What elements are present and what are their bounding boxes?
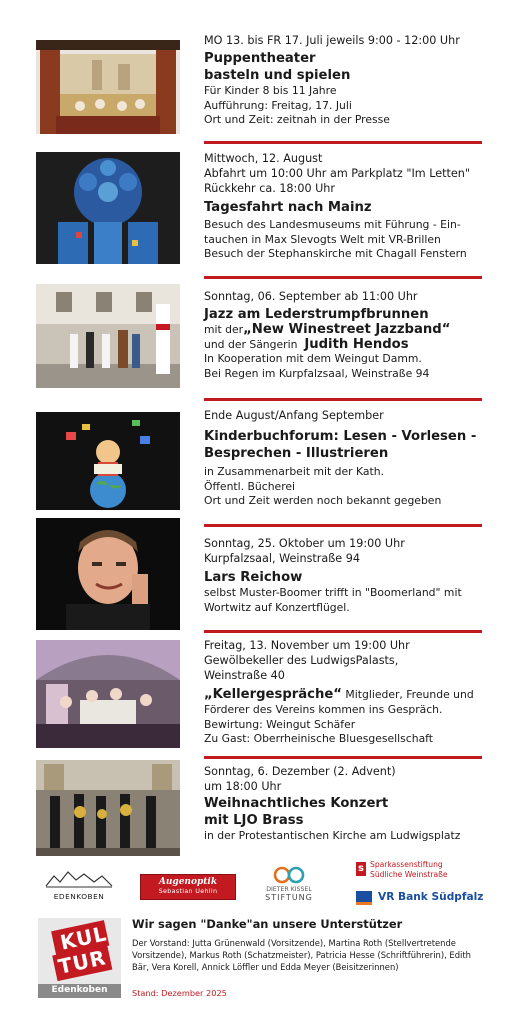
event-keller (204, 638, 494, 747)
dieter-kissel-name: DIETER KISSEL (266, 886, 312, 893)
sparkasse-icon: s (356, 862, 366, 876)
kultur-edenkoben-logo (38, 918, 121, 998)
event-date: Rückkehr ca. 18:00 Uhr (204, 182, 335, 195)
kultur-line1: KUL (58, 921, 110, 955)
event-date: um 18:00 Uhr (204, 780, 282, 793)
event-body: mit der„New Winestreet Jazzband“ und der Sängerin Judith Hendos In Kooperation mit dem Weingut Damm. Bei Regen im Kurpfalzsaal, Weinstraße 94 (204, 322, 451, 380)
augenoptik-name: Augenoptik (158, 877, 218, 887)
dieter-kissel-logo (254, 866, 324, 906)
event-date: Weinstraße 40 (204, 669, 285, 682)
edenkoben-logo (44, 868, 114, 904)
event-date: Kurpfalzsaal, Weinstraße 94 (204, 552, 360, 565)
brass-ensemble-photo (36, 760, 180, 856)
vr-bank-icon (356, 891, 372, 905)
board-members: Der Vorstand: Jutta Grünenwald (Vorsitzende), Martina Roth (Stellvertretende Vorsitzende), Markus Roth (Schatzmeister), Patricia Hesse (Schriftführerin), Edith Bär, Vera Korell, Annick Löffler und Edda Meyer (Beisitzerinnen) (132, 938, 471, 972)
event-mainz (204, 151, 494, 262)
event-date: Sonntag, 06. September ab 11:00 Uhr (204, 290, 418, 303)
event-title: Lars Reichow (204, 570, 303, 585)
event-date: Sonntag, 25. Oktober um 19:00 Uhr (204, 537, 405, 550)
event-body: Für Kinder 8 bis 11 Jahre Aufführung: Freitag, 17. Juli Ort und Zeit: zeitnah in der Presse (204, 84, 390, 127)
event-kinderbuch (204, 408, 494, 509)
event-title: Tagesfahrt nach Mainz (204, 200, 372, 215)
event-body: in Zusammenarbeit mit der Kath. Öffentl. Bücherei Ort und Zeit werden noch bekannt gegeben (204, 465, 442, 508)
event-title: Kinderbuchforum: Lesen - Vorlesen - (204, 429, 477, 444)
divider (204, 630, 482, 633)
kultur-line2: TUR (56, 945, 109, 979)
event-title: Puppentheater (204, 51, 316, 66)
divider (204, 398, 482, 401)
kultur-town: Edenkoben (51, 985, 108, 995)
jazz-band-photo (36, 284, 180, 388)
event-date: Freitag, 13. November um 19:00 Uhr (204, 639, 410, 652)
event-body: selbst Muster-Boomer trifft in "Boomerland" mit Wortwitz auf Konzertflügel. (204, 586, 462, 614)
church-window-photo (36, 152, 180, 264)
event-jazz (204, 289, 494, 381)
event-date: Gewölbekeller des LudwigsPalasts, (204, 654, 399, 667)
divider (204, 276, 482, 279)
edenkoben-text: EDENKOBEN (53, 892, 105, 901)
thanks-section (132, 917, 502, 973)
augenoptik-logo (140, 874, 236, 900)
event-title: basteln und spielen (204, 68, 351, 83)
sparkasse-region: Südliche Weinstraße (370, 870, 448, 879)
vr-bank-name: VR Bank Südpfalz (378, 891, 484, 903)
children-book-illustration (36, 412, 180, 510)
divider (204, 141, 482, 144)
augenoptik-owner: Sebastian Uehlin (158, 887, 218, 895)
puppet-theater-photo (36, 40, 180, 134)
sparkasse-logo (356, 860, 486, 882)
event-title: Besprechen - Illustrieren (204, 446, 389, 461)
event-date: Sonntag, 6. Dezember (2. Advent) (204, 765, 396, 778)
event-puppentheater (204, 33, 494, 128)
event-date: Ende August/Anfang September (204, 409, 384, 422)
vr-bank-logo (356, 890, 496, 908)
event-reichow (204, 536, 494, 615)
event-brass (204, 764, 494, 844)
event-date: Abfahrt um 10:00 Uhr am Parkplatz "Im Letten" (204, 167, 471, 180)
dieter-kissel-stiftung: STIFTUNG (265, 893, 313, 902)
event-date: MO 13. bis FR 17. Juli jeweils 9:00 - 12:00 Uhr (204, 34, 460, 47)
event-body: in der Protestantischen Kirche am Ludwigsplatz (204, 829, 461, 842)
sparkasse-name: Sparkassenstiftung (370, 860, 443, 869)
event-title: „Kellergespräche“ (204, 687, 342, 702)
event-date: Mittwoch, 12. August (204, 152, 323, 165)
status-date: Stand: Dezember 2025 (132, 988, 227, 998)
cellar-talk-photo (36, 640, 180, 748)
event-title: Weihnachtliches Konzert (204, 796, 389, 811)
divider (204, 756, 482, 759)
event-title: mit LJO Brass (204, 813, 304, 828)
event-title: Jazz am Lederstrumpfbrunnen (204, 307, 429, 322)
divider (204, 524, 482, 527)
thanks-title: Wir sagen "Danke"an unsere Unterstützer (132, 917, 403, 931)
event-body: Besuch des Landesmuseums mit Führung - Ein- tauchen in Max Slevogts Welt mit VR-Brillen Besuch der Stephanskirche mit Chagall Fenstern (204, 218, 467, 261)
lars-reichow-photo (36, 518, 180, 630)
event-body: „Kellergespräche“ Mitglieder, Freunde und Förderer des Vereins kommen ins Gespräch. Bewirtung: Weingut Schäfer Zu Gast: Oberrheinische Bluesgesellschaft (204, 687, 474, 746)
